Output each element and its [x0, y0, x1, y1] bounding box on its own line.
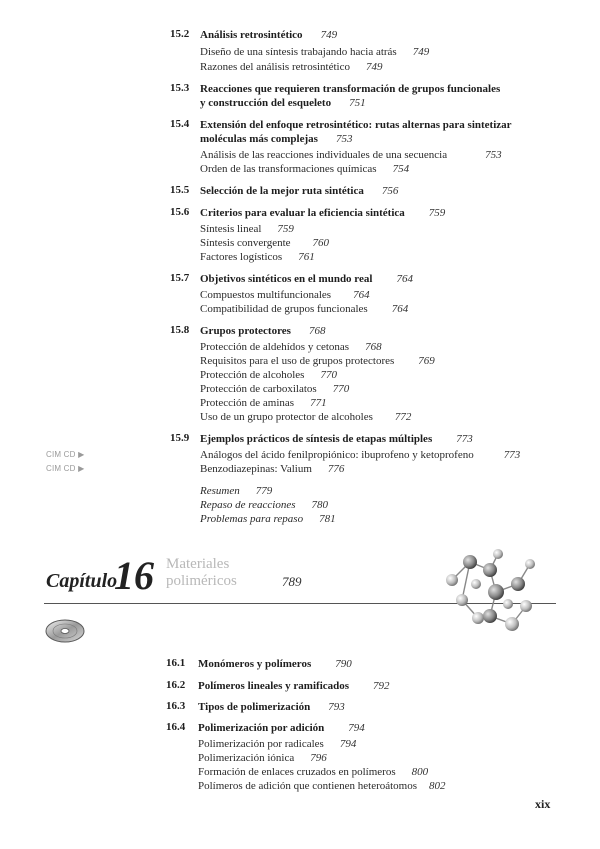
section-title[interactable]: Ejemplos prácticos de síntesis de etapas múltiples 773	[200, 433, 473, 445]
section-number: 15.4	[170, 118, 190, 130]
page-number: 802	[429, 780, 446, 792]
chapter-page-number: 789	[282, 574, 302, 589]
section-title[interactable]: Reacciones que requieren transformación de grupos funcionales y construcción del esqueleto 751	[200, 83, 501, 109]
page-number: 768	[365, 341, 382, 353]
subsection-entry[interactable]: Factores logísticos 761	[200, 251, 315, 263]
section-number: 15.5	[170, 184, 190, 196]
subsection-entry[interactable]: Compatibilidad de grupos funcionales 764	[200, 303, 409, 315]
section-number: 15.3	[170, 82, 190, 94]
page-number: 794	[339, 738, 357, 750]
subsection-entry[interactable]: Polímeros de adición que contienen heteroátomos 802	[198, 780, 446, 792]
chapter-number: 16	[114, 553, 154, 598]
page-number: 769	[418, 355, 435, 367]
subsection-entry[interactable]: Requisitos para el uso de grupos protectores 769	[200, 355, 435, 367]
page-number: 800	[411, 766, 429, 778]
subsection-entry[interactable]: Compuestos multifuncionales 764	[200, 289, 370, 301]
subsection-entry[interactable]: Protección de carboxilatos 770	[200, 383, 350, 395]
page-number: 770	[320, 369, 337, 381]
page-number: 796	[310, 752, 327, 764]
subsection-entry[interactable]: Análogos del ácido fenilpropiónico: ibuprofeno y ketoprofeno 773	[200, 449, 521, 461]
section-number: 15.9	[170, 432, 190, 444]
section-number: 15.7	[170, 272, 190, 284]
subsection-entry[interactable]: Síntesis lineal 759	[200, 223, 294, 235]
section-number: 16.3	[166, 700, 186, 712]
page-number: 770	[332, 383, 350, 395]
section-title[interactable]: Objetivos sintéticos en el mundo real 764	[200, 273, 413, 285]
chapter-title-line-1: Materiales	[166, 556, 230, 572]
page-number: 761	[298, 251, 315, 263]
page-number: 751	[349, 97, 366, 109]
page-number: 790	[335, 658, 352, 670]
page-number: 773	[503, 449, 521, 461]
section-title[interactable]: Tipos de polimerización 793	[198, 701, 345, 713]
end-item[interactable]: Problemas para repaso 781	[200, 513, 336, 525]
cd-icon[interactable]	[44, 617, 86, 645]
page-number: 753	[335, 133, 353, 145]
section-title[interactable]: Análisis retrosintético 749	[200, 29, 338, 41]
page-number: 771	[310, 397, 327, 409]
section-number: 15.6	[170, 206, 190, 218]
page-number: 759	[428, 207, 446, 219]
section-number: 16.2	[166, 679, 186, 691]
section-title[interactable]: Criterios para evaluar la eficiencia sintética 759	[200, 207, 446, 219]
page-number: 780	[311, 499, 329, 511]
section-title[interactable]: Polimerización por adición 794	[198, 722, 365, 734]
page-number: 749	[412, 46, 430, 58]
chapter-label: Capítulo	[46, 570, 118, 592]
section-title[interactable]: Monómeros y polímeros 790	[198, 658, 352, 670]
end-item[interactable]: Repaso de reacciones 780	[200, 499, 329, 511]
subsection-entry[interactable]: Síntesis convergente 760	[200, 237, 330, 249]
section-number: 16.4	[166, 721, 186, 733]
page-number: 794	[348, 722, 365, 734]
subsection-entry[interactable]: Protección de aldehídos y cetonas 768	[200, 341, 382, 353]
section-number: 16.1	[166, 657, 186, 669]
page-number: 764	[391, 303, 409, 315]
page-number: 768	[308, 325, 326, 337]
page-number: 793	[328, 701, 345, 713]
subsection-entry[interactable]: Polimerización por radicales 794	[198, 738, 357, 750]
page-number: 792	[373, 680, 390, 692]
page-number: 760	[312, 237, 330, 249]
section-number: 15.2	[170, 28, 190, 40]
subsection-entry[interactable]: Diseño de una síntesis trabajando hacia atrás 749	[200, 46, 430, 58]
section-title[interactable]: Polímeros lineales y ramificados 792	[198, 680, 390, 692]
end-item[interactable]: Resumen 779	[200, 485, 273, 497]
section-number: 15.8	[170, 324, 190, 336]
folio-page-number: xix	[535, 797, 551, 811]
subsection-entry[interactable]: Razones del análisis retrosintético 749	[200, 61, 383, 73]
molecule-illustration	[438, 540, 542, 640]
page-number: 772	[394, 411, 412, 423]
subsection-entry[interactable]: Benzodiazepinas: Valium 776	[200, 463, 345, 475]
page-number: 764	[396, 273, 413, 285]
cim-cd-marker: CIM CD ▶	[46, 450, 85, 459]
subsection-entry[interactable]: Protección de aminas 771	[200, 397, 327, 409]
subsection-entry[interactable]: Uso de un grupo protector de alcoholes 772	[200, 411, 412, 423]
page-number: 756	[381, 185, 399, 197]
page-number: 781	[319, 513, 336, 525]
page-number: 779	[255, 485, 273, 497]
chapter-title-line-2: poliméricos	[166, 573, 237, 589]
subsection-entry[interactable]: Protección de alcoholes 770	[200, 369, 337, 381]
page-number: 754	[392, 163, 410, 175]
subsection-entry[interactable]: Orden de las transformaciones químicas 754	[200, 163, 410, 175]
page-number: 749	[365, 61, 383, 73]
page-number: 749	[320, 29, 338, 41]
subsection-entry[interactable]: Análisis de las reacciones individuales de una secuencia 753	[200, 149, 502, 161]
section-title[interactable]: Grupos protectores 768	[200, 325, 326, 337]
page-number: 759	[277, 223, 294, 235]
cim-cd-marker: CIM CD ▶	[46, 464, 85, 473]
page-number: 764	[353, 289, 370, 301]
section-title[interactable]: Extensión del enfoque retrosintético: rutas alternas para sintetizar moléculas más complejas 753	[200, 119, 512, 145]
section-title[interactable]: Selección de la mejor ruta sintética 756	[200, 185, 399, 197]
page-number: 776	[327, 463, 345, 475]
subsection-entry[interactable]: Polimerización iónica 796	[198, 752, 327, 764]
page-number: 753	[485, 149, 502, 161]
subsection-entry[interactable]: Formación de enlaces cruzados en polímeros 800	[198, 766, 429, 778]
page-number: 773	[456, 433, 473, 445]
